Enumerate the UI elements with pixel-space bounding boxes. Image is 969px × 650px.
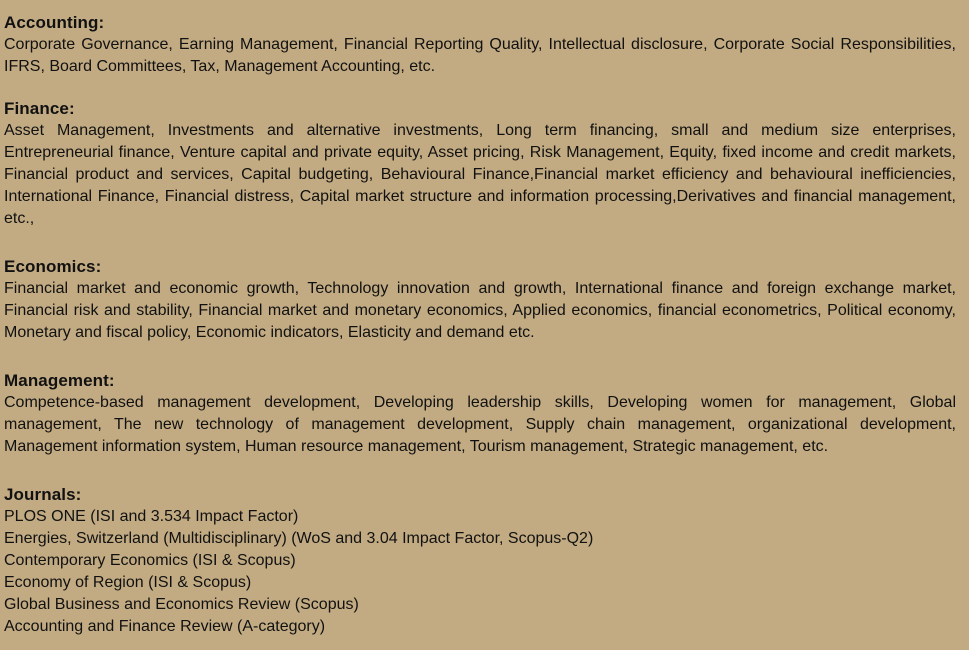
section-accounting: [4, 12, 956, 78]
section-economics: [4, 256, 956, 344]
section-heading-finance: Finance:: [4, 99, 75, 118]
journal-item: Global Business and Economics Review (Scopus): [4, 596, 359, 613]
section-text-accounting: Corporate Governance, Earning Management, Financial Reporting Quality, Intellectual disclosure, Corporate Social Responsibilities, IFRS, Board Committees, Tax, Management Accounting, etc.: [4, 36, 956, 75]
section-management: [4, 370, 956, 458]
section-text-economics: Financial market and economic growth, Technology innovation and growth, International finance and foreign exchange market, Financial risk and stability, Financial market and monetary economics, Applied economics, financial econometrics, Political economy, Monetary and fiscal policy, Economic indicators, Elasticity and demand etc.: [4, 280, 956, 341]
section-text-management: Competence-based management development, Developing leadership skills, Developing women for management, Global management, The new technology of management development, Supply chain management, organizational development, Management information system, Human resource management, Tourism management, Strategic management, etc.: [4, 394, 956, 455]
section-heading-journals: Journals:: [4, 485, 82, 504]
section-finance: [4, 98, 956, 230]
journal-item: Accounting and Finance Review (A-category): [4, 618, 326, 635]
section-text-finance: Asset Management, Investments and alternative investments, Long term financing, small and medium size enterprises, Entrepreneurial finance, Venture capital and private equity, Asset pricing, Risk Management, Equity, fixed income and credit markets, Financial product and services, Capital budgeting, Behavioural Finance,Financial market efficiency and behavioural inefficiencies, International Finance, Financial distress, Capital market structure and information processing,Derivatives and financial management, etc.,: [4, 122, 956, 227]
journal-item: Energies, Switzerland (Multidisciplinary) (WoS and 3.04 Impact Factor, Scopus-Q2): [4, 530, 594, 547]
section-heading-economics: Economics:: [4, 257, 102, 276]
section-heading-accounting: Accounting:: [4, 13, 105, 32]
journal-item: PLOS ONE (ISI and 3.534 Impact Factor): [4, 508, 299, 525]
section-heading-management: Management:: [4, 371, 115, 390]
section-journals: [4, 484, 956, 638]
journal-list: [4, 506, 956, 638]
journal-item: Economy of Region (ISI & Scopus): [4, 574, 252, 591]
journal-item: Contemporary Economics (ISI & Scopus): [4, 552, 296, 569]
